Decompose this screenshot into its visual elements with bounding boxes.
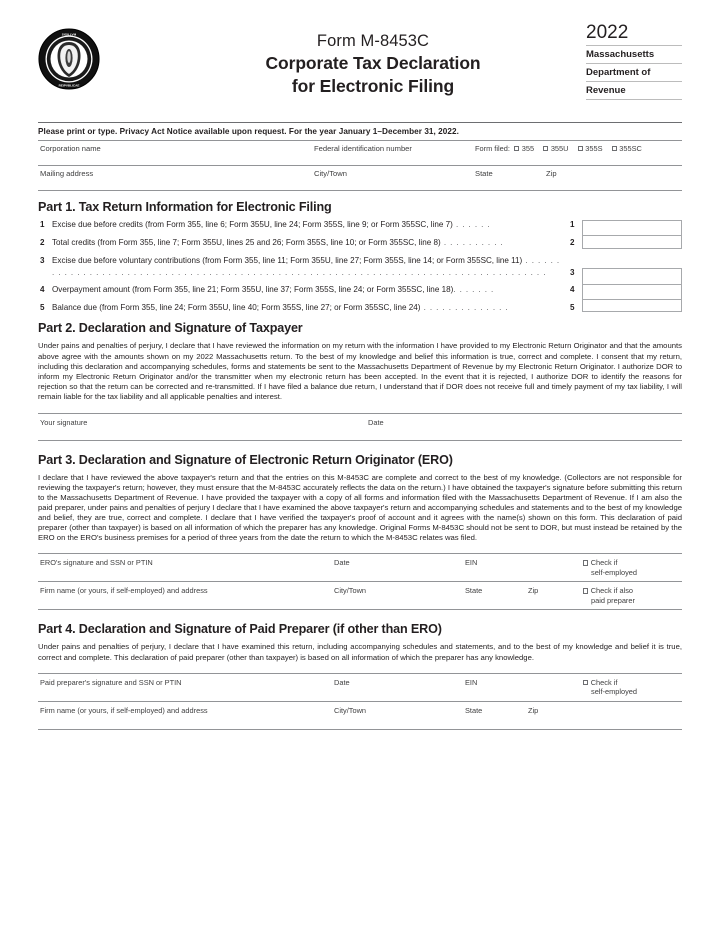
line-number: 2 xyxy=(40,237,45,247)
form-filed-option-355[interactable]: 355 xyxy=(514,144,534,153)
line-text: Excise due before credits (from Form 355, line 6; Form 355U, line 24; Form 355S, line 9; or Form 355SC, line 7) xyxy=(52,220,453,229)
svg-text:SIGILLVM: SIGILLVM xyxy=(61,32,77,37)
checkbox-355u-icon[interactable] xyxy=(543,146,548,151)
line-text: Overpayment amount (from Form 355, line 21; Form 355U, line 37; Form 355S, line 24; or Form 355SC, line 18) xyxy=(52,285,454,295)
check-label-line2: self-employed xyxy=(591,567,638,577)
form-title-block xyxy=(188,30,558,98)
line-leader: . . . . . . . . . . . . . . . . . . . . . . . . . . . . . . . . . . . . . . . . . . . . . . . . . . . . . . . . . . . . . . . . . . . . . . . . . . . . . . . . . . . . . xyxy=(52,256,561,277)
part4-declaration-text: Under pains and penalties of perjury, I declare that I have examined this return, including accompanying schedules and statements, and to the best of my knowledge and belief it is true, correct and complete. This declaration of paid preparer (other than taxpayer) is based on all information of which the preparer has any knowledge. xyxy=(38,642,682,662)
form-sheet xyxy=(38,22,682,730)
taxpayer-signature-row[interactable] xyxy=(38,413,682,441)
line-end-number: 2 xyxy=(570,237,575,247)
checkbox-also-paid-preparer-icon[interactable] xyxy=(583,588,588,593)
city-town-label: City/Town xyxy=(314,169,347,178)
ero-firm-name-label: Firm name (or yours, if self-employed) and address xyxy=(40,586,208,596)
part1-line-2 xyxy=(38,237,682,248)
part1-heading: Part 1. Tax Return Information for Electronic Filing xyxy=(38,200,332,214)
line-leader: . . . . . . . . . . xyxy=(440,237,504,247)
line-number: 4 xyxy=(40,285,45,295)
paid-preparer-self-employed-check[interactable] xyxy=(583,678,663,697)
agency-line-2: Department of xyxy=(586,63,682,81)
agency-block-underline xyxy=(586,99,682,100)
paid-preparer-signature-row[interactable] xyxy=(38,673,682,701)
form-filed-group[interactable] xyxy=(475,144,649,153)
tax-year: 2022 xyxy=(586,22,629,43)
part3-signature-block xyxy=(38,553,682,610)
massachusetts-state-seal-icon xyxy=(38,28,100,90)
checkbox-355sc-icon[interactable] xyxy=(612,146,617,151)
paid-preparer-signature-label: Paid preparer's signature and SSN or PTIN xyxy=(40,677,182,687)
line-text: Balance due (from Form 355, line 24; Form 355U, line 40; Form 355S, line 27; or Form 355SC, line 24) xyxy=(52,303,421,313)
mailing-address-label: Mailing address xyxy=(40,169,94,178)
checkbox-self-employed-icon[interactable] xyxy=(583,560,588,565)
ero-also-paid-preparer-check[interactable] xyxy=(583,586,663,605)
check-label-line2: paid preparer xyxy=(591,595,635,605)
part1-line-4 xyxy=(38,284,682,295)
svg-text:REIPVBLICAE: REIPVBLICAE xyxy=(58,83,80,88)
part4-heading: Part 4. Declaration and Signature of Paid Preparer (if other than ERO) xyxy=(38,622,442,637)
paid-preparer-firm-name-label: Firm name (or yours, if self-employed) and address xyxy=(40,705,208,715)
part3-declaration-text: I declare that I have reviewed the above taxpayer's return and that the entries on this M-8453C are complete and correct to the best of my knowledge. (Collectors are not responsible for reviewing the taxpayer's return; however, they must ensure that the M-8453C accurately reflects the data on the return.) I have obtained the taxpayer's signature before submitting this return to the Massachusetts Department of Revenue. I have provided the taxpayer with a copy of all forms and information filed with the Massachusetts Department of Revenue. If I am also the paid preparer, under pains and penalties of perjury I declare that I have examined the above taxpayer's return and accompanying schedules and statements and to the best of my knowledge and belief, they are true, correct and complete. I declare that I have verified the taxpayer's proof of account and it agrees with the name(s) shown on this form. This declaration of paid preparer (other than taxpayer) is based on all information of which the preparer has any knowledge. Original Forms M-8453C should not be sent to DOR, but must instead be retained by the ERO on the ERO's business premises for a period of three years from the date the return to which the M-8453C relates was filed. xyxy=(38,472,682,543)
check-label-line1: Check if xyxy=(590,677,618,687)
ero-date-label: Date xyxy=(334,558,350,568)
ero-ein-label: EIN xyxy=(465,558,478,568)
part4-signature-block xyxy=(38,673,682,730)
form-number: Form M-8453C xyxy=(316,32,430,50)
line-leader: . . . . . . . . . . . . . . xyxy=(420,303,509,313)
ero-state-label: State xyxy=(465,586,483,596)
paid-preparer-date-label: Date xyxy=(334,677,350,687)
part1-line-3 xyxy=(38,255,682,278)
line-text: Total credits (from Form 355, line 7; Form 355U, lines 25 and 26; Form 355S, line 10; or Form 355SC, line 8) xyxy=(52,237,441,247)
part1-line-5 xyxy=(38,302,682,313)
paid-preparer-state-label: State xyxy=(465,705,483,715)
part3-heading: Part 3. Declaration and Signature of Electronic Return Originator (ERO) xyxy=(38,452,453,467)
paid-preparer-zip-label: Zip xyxy=(528,705,539,715)
line-end-number: 4 xyxy=(570,285,575,295)
corporation-name-row[interactable] xyxy=(38,140,682,165)
line-end-number: 5 xyxy=(570,303,575,313)
ero-self-employed-check[interactable] xyxy=(583,558,663,577)
state-label: State xyxy=(475,169,493,178)
ero-city-label: City/Town xyxy=(334,586,367,596)
ero-signature-label: ERO's signature and SSN or PTIN xyxy=(40,558,153,568)
line-text: Excise due before voluntary contributions (from Form 355, line 11; Form 355U, line 27; Form 355S, line 14; or Form 355SC, line 11) xyxy=(52,256,523,266)
form-header xyxy=(38,22,682,118)
line-leader: . . . . . . xyxy=(452,220,491,229)
form-subtitle: for Electronic Filing xyxy=(291,76,455,96)
part2-signature-block xyxy=(38,413,682,441)
paid-preparer-city-label: City/Town xyxy=(334,705,367,715)
checkbox-355s-icon[interactable] xyxy=(578,146,583,151)
part2-declaration-text: Under pains and penalties of perjury, I declare that I have reviewed the information on my return with the information I have provided to my Electronic Return Originator and that the amounts above agree with the amounts shown on my 2022 Massachusetts return. To the best of my knowledge and belief this information is true, correct and complete. I consent that my return, including this declaration and accompanying schedules, forms and statements be sent to the Massachusetts Department of Revenue by my Electronic Return Originator. I authorize DOR to inform my Electronic Return Originator and/or the transmitter when my electronic return has been accepted. In the event that it is rejected, I authorize DOR to identify the reasons for rejection so that the return can be corrected and re-transmitted. If I have filed a balance due return, I understand that if DOR does not receive full and timely payment of my tax liability, I will remain liable for the tax liability and all applicable penalties and interest. xyxy=(38,341,682,402)
checkbox-355-icon[interactable] xyxy=(514,146,519,151)
zip-label: Zip xyxy=(546,169,557,178)
part1-line-1 xyxy=(38,219,682,230)
line-number: 3 xyxy=(40,256,45,266)
form-title: Corporate Tax Declaration xyxy=(265,53,481,73)
ero-firm-row[interactable] xyxy=(38,581,682,610)
check-label-line1: Check if xyxy=(590,558,618,568)
ero-zip-label: Zip xyxy=(528,586,539,596)
part1-lines xyxy=(38,218,682,313)
check-label-line1: Check if also xyxy=(590,586,633,596)
line-end-number: 1 xyxy=(570,220,575,229)
mailing-address-row[interactable] xyxy=(38,165,682,191)
paid-preparer-firm-row[interactable] xyxy=(38,701,682,730)
line-leader: . . . . . . . xyxy=(453,285,495,295)
paid-preparer-ein-label: EIN xyxy=(465,677,478,687)
form-filed-label: Form filed: xyxy=(475,144,510,153)
taxpayer-signature-label: Your signature xyxy=(40,417,88,427)
fid-number-label: Federal identification number xyxy=(314,144,412,153)
ero-signature-row[interactable] xyxy=(38,553,682,581)
line-number: 1 xyxy=(40,220,45,229)
checkbox-self-employed-icon[interactable] xyxy=(583,680,588,685)
privacy-notice: Please print or type. Privacy Act Notice available upon request. For the year January 1–December 31, 2022. xyxy=(38,127,459,136)
corporation-name-label: Corporation name xyxy=(40,144,101,153)
form-filed-option-355s[interactable]: 355S xyxy=(578,144,603,153)
agency-line-1: Massachusetts xyxy=(586,45,682,63)
form-filed-option-355sc[interactable]: 355SC xyxy=(612,144,642,153)
form-filed-option-355u[interactable]: 355U xyxy=(543,144,568,153)
part2-heading: Part 2. Declaration and Signature of Taxpayer xyxy=(38,321,303,336)
line-end-number: 3 xyxy=(570,267,575,277)
taxpayer-date-label: Date xyxy=(368,417,384,427)
check-label-line2: self-employed xyxy=(591,687,638,697)
agency-year-block xyxy=(586,22,682,100)
line-number: 5 xyxy=(40,303,45,313)
agency-line-3: Revenue xyxy=(586,81,682,99)
